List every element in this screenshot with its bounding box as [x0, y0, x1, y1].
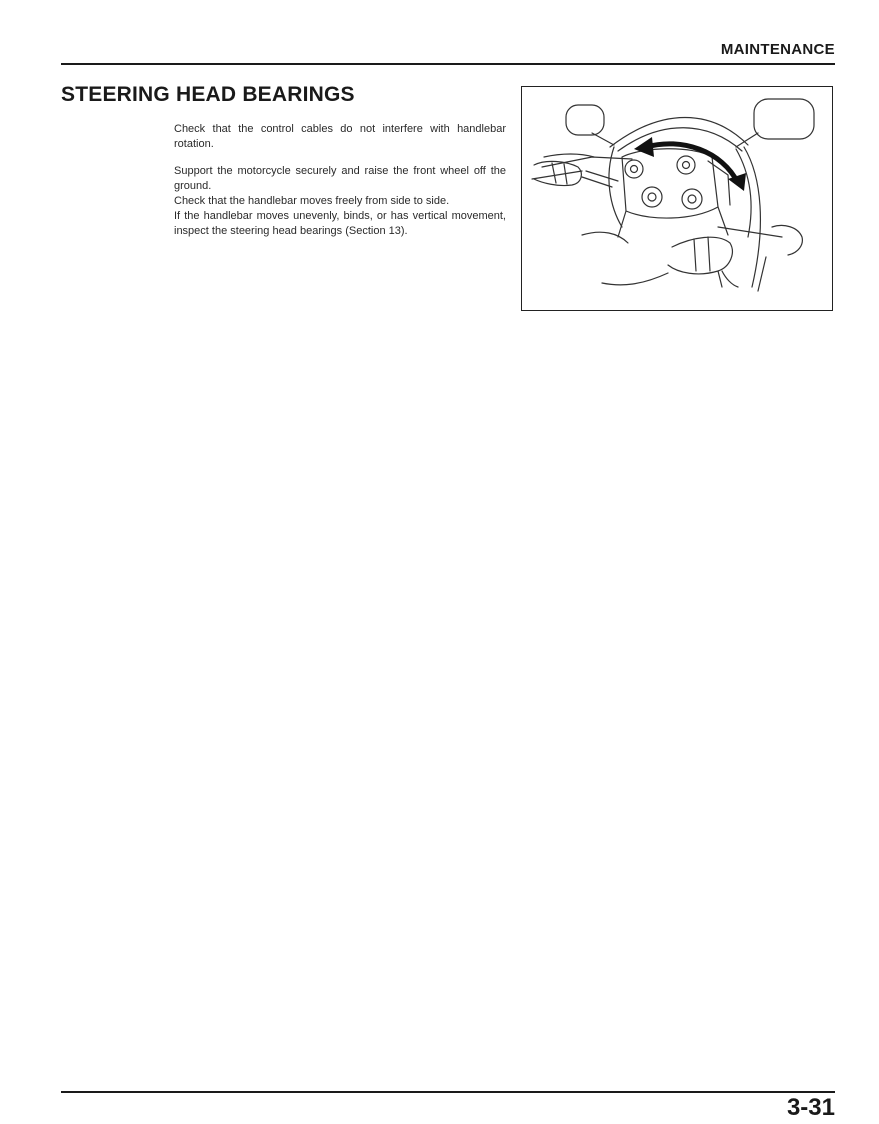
- page-number: 3-31: [786, 1094, 835, 1121]
- paragraph-inspect-bearings: If the handlebar moves unevenly, binds, or has vertical movement, inspect the steering head bearings (Section 13).: [174, 210, 506, 237]
- rotation-arrow-icon: [634, 137, 746, 191]
- paragraph-check-cables: Check that the control cables do not interfere with handlebar rotation.: [174, 123, 506, 150]
- footer-rule: [61, 1091, 835, 1093]
- header-rule: [61, 63, 835, 65]
- paragraph-support-motorcycle: Support the motorcycle securely and raise the front wheel off the ground.: [174, 165, 506, 192]
- paragraph-check-handlebar: Check that the handlebar moves freely from side to side.: [174, 195, 450, 207]
- left-mirror-icon: [566, 105, 614, 145]
- page-title: STEERING HEAD BEARINGS: [61, 83, 355, 106]
- right-mirror-icon: [736, 99, 814, 147]
- section-header-label: MAINTENANCE: [720, 41, 835, 58]
- handlebar-rotation-illustration: [522, 87, 832, 309]
- instruction-text: [174, 122, 506, 239]
- handlebar-rotation-figure: [521, 86, 833, 311]
